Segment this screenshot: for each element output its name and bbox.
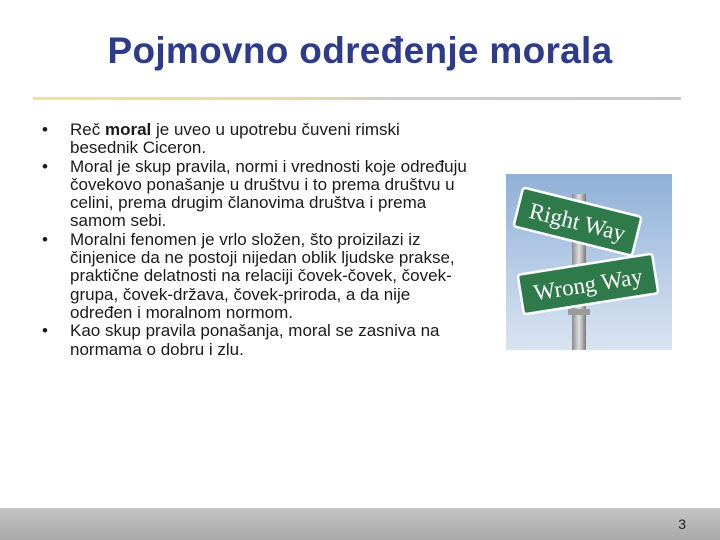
bullet-item [40, 121, 470, 158]
bullet-bold-term: moral [104, 120, 152, 139]
bullet-item: • Moral je skup pravila, normi i vrednosti koje određuju čovekovo ponašanje u društvu i to prema društvu u celini, prema drugim članovima društva i prema samom sebi. [40, 158, 470, 231]
slide-title: Pojmovno određenje morala [107, 30, 613, 71]
bullet-list [40, 121, 470, 359]
title-divider [33, 97, 681, 100]
svg-text:Right Way: Right Way [526, 198, 629, 247]
bullet-text-post: je uveo u upotrebu čuveni rimski besednik Ciceron. [70, 120, 400, 158]
bullet-text-pre: Reč [70, 120, 105, 139]
bullet-item: • Kao skup pravila ponašanja, moral se zasniva na normama o dobru i zlu. [40, 322, 470, 359]
page-number: 3 [678, 516, 686, 532]
svg-text:Wrong Way: Wrong Way [531, 263, 645, 306]
street-sign-photo [506, 174, 672, 350]
bullet-item: • Moralni fenomen je vrlo složen, što proizilazi iz činjenice da ne postoji nijedan oblik ljudske prakse, praktične delatnosti na relaciji čovek-čovek, čovek-grupa, čovek-država, čovek-priroda, a da nije određen i moralnom normom. [40, 231, 470, 322]
footer-bar [0, 508, 720, 540]
